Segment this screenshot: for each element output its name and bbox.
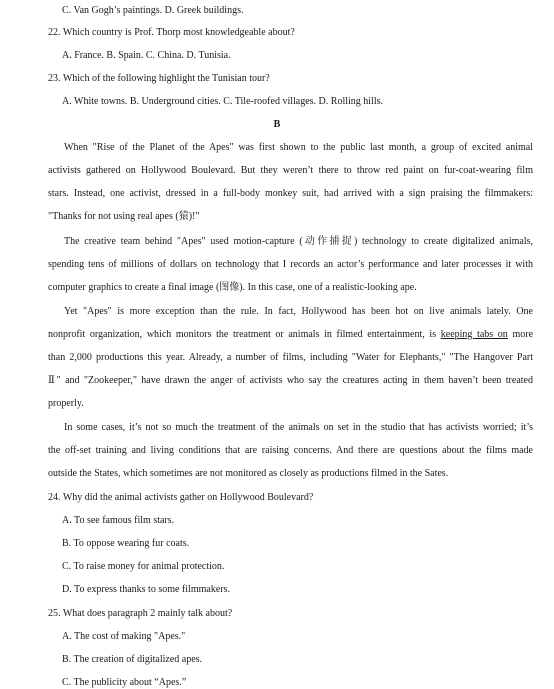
q25-option-a: A. The cost of making "Apes." [62, 631, 186, 642]
q24-stem: 24. Why did the animal activists gather on Hollywood Boulevard? [48, 492, 314, 503]
section-heading: B [273, 119, 281, 130]
passage-text: more [507, 329, 534, 340]
q25-option-b: B. The creation of digitalized apes. [62, 654, 203, 665]
q25-stem: 25. What does paragraph 2 mainly talk about? [48, 608, 233, 619]
underlined-phrase: keeping tabs on [440, 329, 508, 340]
passage-p2-line: computer graphics to create a final image (图像). In this case, one of a realistic-looking ape. [48, 282, 417, 293]
passage-p1-line: activists gathered on Hollywood Boulevard. But they weren’t there to throw red paint on fur-coat-wearing film [48, 165, 533, 176]
passage-p3-line [48, 329, 533, 341]
q23-stem: 23. Which of the following highlight the Tunisian tour? [48, 73, 270, 84]
q25-option-c: C. The publicity about “Apes.” [62, 677, 187, 688]
passage-p3-line: than 2,000 productions this year. Already, a number of films, including "Water for Elephants," "The Hangover Part [48, 352, 533, 363]
passage-p2-line: spending tens of millions of dollars on technology that I records an actor’s performance and later processes it with [48, 259, 533, 270]
passage-p1-line: "Thanks for not using real apes (猿)!" [48, 211, 200, 222]
passage-p3-line: Ⅱ" and "Zookeeper," have drawn the anger of activists who say the creatures acting in them haven’t been treated [48, 375, 533, 386]
passage-p1-line: stars. Instead, one activist, dressed in a full-body monkey suit, had arrived with a sign praising the filmmakers: [48, 188, 533, 199]
passage-p4-line: outside the States, which sometimes are not monitored as closely as productions filmed in the Sates. [48, 468, 449, 479]
passage-p4-line: In some cases, it’s not so much the treatment of the animals on set in the studio that has activists worried; it’s [64, 422, 533, 433]
q22-stem: 22. Which country is Prof. Thorp most knowledgeable about? [48, 27, 295, 38]
passage-p4-line: the off-set training and living conditions that are raising concerns. And there are questions about the films made [48, 445, 533, 456]
q23-options: A. White towns. B. Underground cities. C. Tile-roofed villages. D. Rolling hills. [62, 96, 384, 107]
passage-p1-line: When "Rise of the Planet of the Apes" was first shown to the public last month, a group of excited animal [64, 142, 533, 153]
passage-text: nonprofit organization, which monitors the treatment or animals in filmed entertainment, is [48, 329, 441, 340]
q24-option-c: C. To raise money for animal protection. [62, 561, 225, 572]
passage-p2-line: The creative team behind "Apes" used motion-capture (动作捕捉) technology to create digitalized animals, [64, 236, 533, 247]
q24-option-b: B. To oppose wearing fur coats. [62, 538, 190, 549]
q21-options: C. Van Gogh’s paintings. D. Greek buildings. [62, 5, 244, 16]
passage-p3-line: Yet "Apes" is more exception than the rule. In fact, Hollywood has been hot on live animals lately. One [64, 306, 533, 317]
q22-options: A. France. B. Spain. C. China. D. Tunisia. [62, 50, 231, 61]
passage-p3-line: properly. [48, 398, 84, 409]
q24-option-a: A. To see famous film stars. [62, 515, 175, 526]
q24-option-d: D. To express thanks to some filmmakers. [62, 584, 230, 595]
